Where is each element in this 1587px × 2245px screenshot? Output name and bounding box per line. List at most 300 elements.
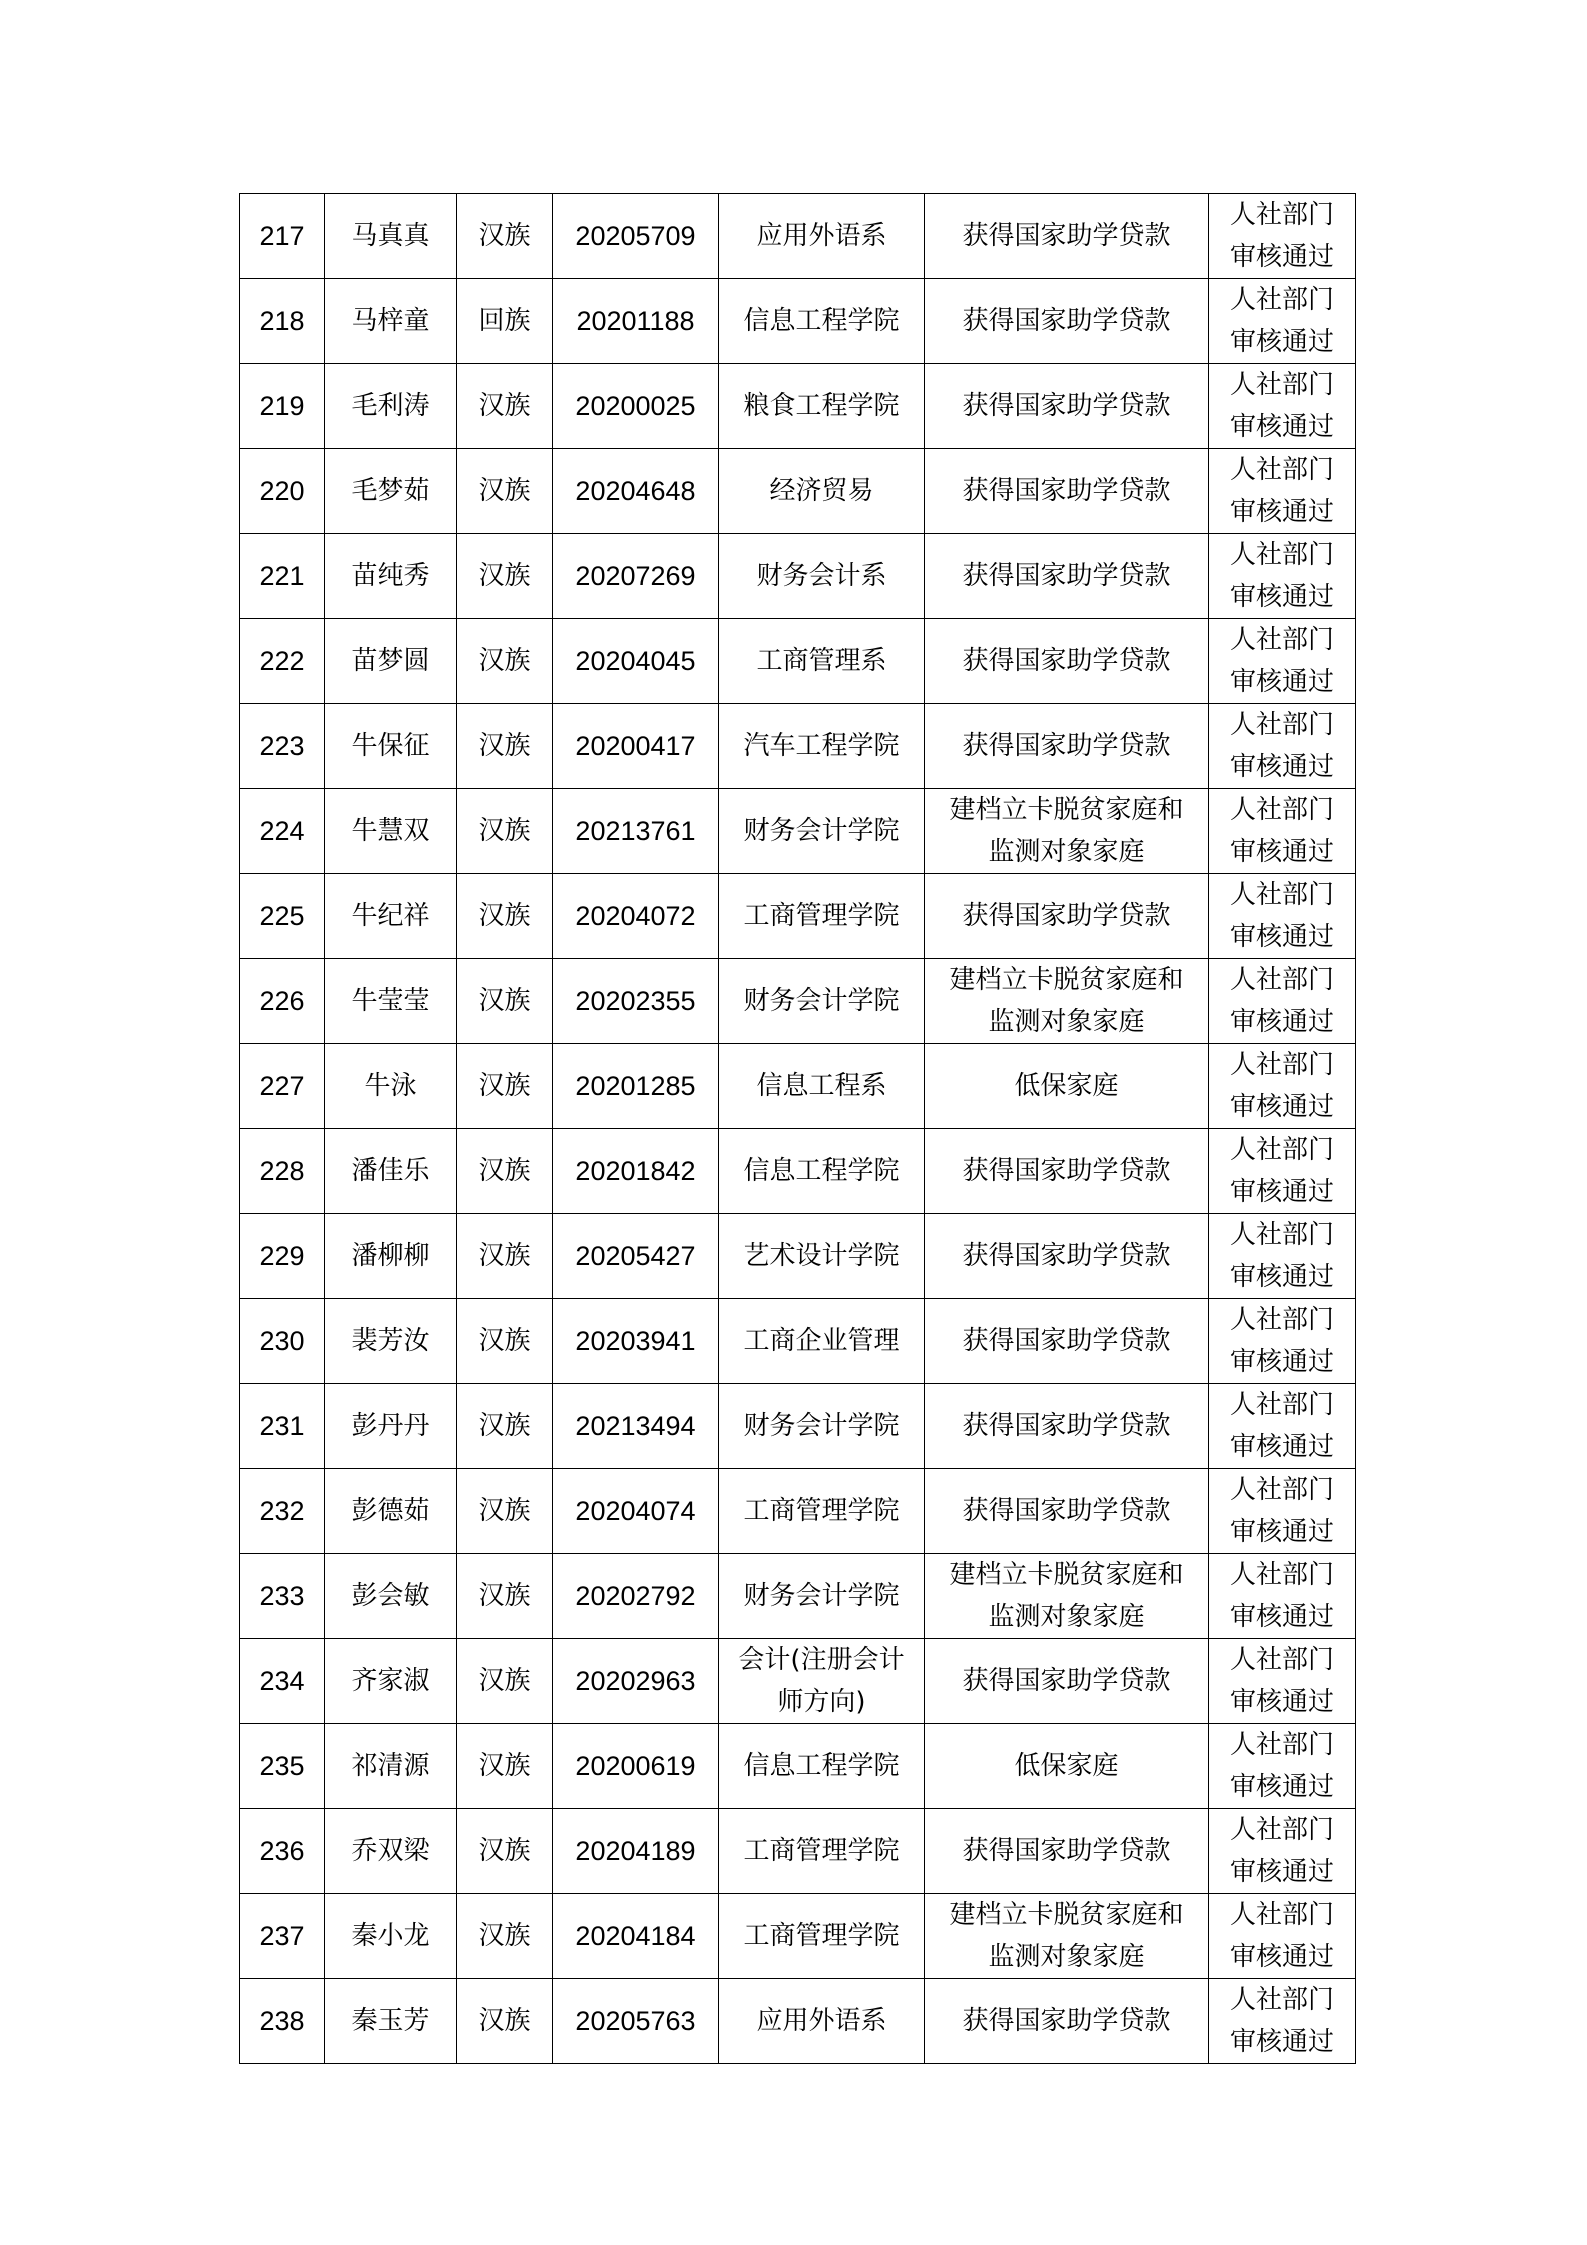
cell-ethnicity-text: 汉族 xyxy=(478,1071,531,1101)
cell-status-text: 人社部门 审核通过 xyxy=(1229,880,1334,952)
cell-department xyxy=(719,279,925,364)
cell-name xyxy=(325,1384,457,1469)
cell-student-id xyxy=(553,1639,719,1724)
cell-category xyxy=(925,959,1209,1044)
cell-student-id xyxy=(553,364,719,449)
cell-ethnicity-text: 汉族 xyxy=(478,1241,531,1271)
cell-department xyxy=(719,874,925,959)
table-row xyxy=(240,1044,1356,1129)
cell-name-text: 乔双梁 xyxy=(351,1836,430,1866)
cell-student-id xyxy=(553,1469,719,1554)
cell-department xyxy=(719,1299,925,1384)
cell-ethnicity-text: 汉族 xyxy=(478,391,531,421)
cell-status xyxy=(1209,619,1356,704)
cell-ethnicity-text: 汉族 xyxy=(478,986,531,1016)
cell-category-text: 获得国家助学贷款 xyxy=(962,1836,1171,1866)
cell-status xyxy=(1209,1894,1356,1979)
cell-status xyxy=(1209,534,1356,619)
cell-status xyxy=(1209,1129,1356,1214)
cell-name-text: 牛慧双 xyxy=(351,816,430,846)
cell-ethnicity-text: 汉族 xyxy=(478,221,531,251)
cell-status xyxy=(1209,194,1356,279)
table-row xyxy=(240,874,1356,959)
student-roster-table xyxy=(239,193,1356,2064)
cell-name xyxy=(325,1979,457,2064)
cell-category xyxy=(925,704,1209,789)
cell-no-text: 220 xyxy=(259,476,305,506)
cell-department-text: 财务会计学院 xyxy=(743,1411,900,1441)
cell-student-id xyxy=(553,1809,719,1894)
cell-name xyxy=(325,1809,457,1894)
cell-ethnicity-text: 汉族 xyxy=(478,1496,531,1526)
cell-no-text: 227 xyxy=(259,1071,305,1101)
cell-status xyxy=(1209,1809,1356,1894)
table-row xyxy=(240,1469,1356,1554)
cell-status-text: 人社部门 审核通过 xyxy=(1229,1135,1334,1207)
cell-category xyxy=(925,789,1209,874)
table-row xyxy=(240,364,1356,449)
cell-no-text: 236 xyxy=(259,1836,305,1866)
cell-category xyxy=(925,619,1209,704)
table-row xyxy=(240,1979,1356,2064)
cell-status xyxy=(1209,874,1356,959)
cell-no-text: 230 xyxy=(259,1326,305,1356)
cell-ethnicity xyxy=(457,1894,553,1979)
cell-name-text: 秦小龙 xyxy=(351,1921,430,1951)
cell-department xyxy=(719,1809,925,1894)
cell-status xyxy=(1209,704,1356,789)
cell-ethnicity xyxy=(457,1979,553,2064)
cell-department-text: 工商管理学院 xyxy=(743,1496,900,1526)
cell-ethnicity xyxy=(457,619,553,704)
cell-ethnicity-text: 汉族 xyxy=(478,1666,531,1696)
table-row xyxy=(240,1639,1356,1724)
cell-name xyxy=(325,1299,457,1384)
cell-category-text: 获得国家助学贷款 xyxy=(962,1666,1171,1696)
cell-name xyxy=(325,789,457,874)
cell-student-id xyxy=(553,1554,719,1639)
cell-category xyxy=(925,1044,1209,1129)
cell-no xyxy=(240,1469,325,1554)
cell-ethnicity xyxy=(457,449,553,534)
cell-category xyxy=(925,1384,1209,1469)
cell-no xyxy=(240,1384,325,1469)
cell-no xyxy=(240,194,325,279)
cell-no xyxy=(240,1639,325,1724)
cell-ethnicity xyxy=(457,1299,553,1384)
cell-student-id xyxy=(553,704,719,789)
cell-ethnicity xyxy=(457,1724,553,1809)
cell-status xyxy=(1209,1639,1356,1724)
cell-department-text: 会计(注册会计 师方向) xyxy=(738,1645,905,1717)
cell-status-text: 人社部门 审核通过 xyxy=(1229,1815,1334,1887)
cell-student-id-text: 20201285 xyxy=(575,1071,696,1101)
cell-status-text: 人社部门 审核通过 xyxy=(1229,1475,1334,1547)
table-row xyxy=(240,704,1356,789)
cell-no xyxy=(240,1554,325,1639)
cell-category xyxy=(925,279,1209,364)
table-row xyxy=(240,1894,1356,1979)
cell-category xyxy=(925,1554,1209,1639)
cell-category-text: 获得国家助学贷款 xyxy=(962,1326,1171,1356)
cell-department xyxy=(719,1384,925,1469)
cell-ethnicity-text: 汉族 xyxy=(478,561,531,591)
cell-no xyxy=(240,959,325,1044)
cell-category-text: 获得国家助学贷款 xyxy=(962,476,1171,506)
cell-department xyxy=(719,449,925,534)
cell-name xyxy=(325,1469,457,1554)
cell-no xyxy=(240,789,325,874)
table-row xyxy=(240,1299,1356,1384)
cell-department xyxy=(719,194,925,279)
cell-student-id-text: 20202355 xyxy=(575,986,696,1016)
cell-category-text: 获得国家助学贷款 xyxy=(962,391,1171,421)
cell-category-text: 获得国家助学贷款 xyxy=(962,1156,1171,1186)
cell-status xyxy=(1209,279,1356,364)
cell-name xyxy=(325,1214,457,1299)
cell-department xyxy=(719,1724,925,1809)
cell-student-id xyxy=(553,619,719,704)
cell-category xyxy=(925,364,1209,449)
cell-status-text: 人社部门 审核通过 xyxy=(1229,965,1334,1037)
cell-status-text: 人社部门 审核通过 xyxy=(1229,795,1334,867)
cell-department xyxy=(719,1214,925,1299)
cell-department-text: 信息工程学院 xyxy=(743,1751,900,1781)
cell-department-text: 工商管理学院 xyxy=(743,1836,900,1866)
cell-ethnicity xyxy=(457,279,553,364)
cell-status-text: 人社部门 审核通过 xyxy=(1229,1900,1334,1972)
cell-no-text: 231 xyxy=(259,1411,305,1441)
cell-status xyxy=(1209,959,1356,1044)
table-row xyxy=(240,1809,1356,1894)
cell-student-id-text: 20204189 xyxy=(575,1836,696,1866)
cell-student-id-text: 20205427 xyxy=(575,1241,696,1271)
table-row xyxy=(240,789,1356,874)
cell-no xyxy=(240,1129,325,1214)
cell-no xyxy=(240,364,325,449)
cell-name-text: 马真真 xyxy=(351,221,430,251)
cell-no xyxy=(240,704,325,789)
cell-department xyxy=(719,619,925,704)
cell-ethnicity-text: 汉族 xyxy=(478,1836,531,1866)
cell-student-id-text: 20203941 xyxy=(575,1326,696,1356)
cell-no-text: 223 xyxy=(259,731,305,761)
table-row xyxy=(240,534,1356,619)
cell-department-text: 财务会计学院 xyxy=(743,816,900,846)
cell-no-text: 237 xyxy=(259,1921,305,1951)
cell-category-text: 获得国家助学贷款 xyxy=(962,561,1171,591)
cell-student-id-text: 20200025 xyxy=(575,391,696,421)
table-row xyxy=(240,194,1356,279)
cell-status-text: 人社部门 审核通过 xyxy=(1229,1985,1334,2057)
cell-no-text: 226 xyxy=(259,986,305,1016)
cell-student-id-text: 20207269 xyxy=(575,561,696,591)
cell-ethnicity xyxy=(457,1384,553,1469)
cell-no-text: 235 xyxy=(259,1751,305,1781)
cell-status xyxy=(1209,449,1356,534)
cell-status xyxy=(1209,1214,1356,1299)
cell-no xyxy=(240,534,325,619)
cell-status xyxy=(1209,1384,1356,1469)
cell-no-text: 234 xyxy=(259,1666,305,1696)
cell-no xyxy=(240,1044,325,1129)
cell-name-text: 牛莹莹 xyxy=(351,986,430,1016)
table-row xyxy=(240,1724,1356,1809)
cell-ethnicity xyxy=(457,1554,553,1639)
cell-name-text: 潘佳乐 xyxy=(351,1156,430,1186)
cell-name-text: 苗梦圆 xyxy=(351,646,430,676)
cell-name-text: 牛泳 xyxy=(364,1071,417,1101)
cell-ethnicity xyxy=(457,364,553,449)
cell-no-text: 217 xyxy=(259,221,305,251)
cell-status-text: 人社部门 审核通过 xyxy=(1229,200,1334,272)
cell-status-text: 人社部门 审核通过 xyxy=(1229,455,1334,527)
cell-status xyxy=(1209,789,1356,874)
cell-no xyxy=(240,1809,325,1894)
cell-name xyxy=(325,704,457,789)
cell-status xyxy=(1209,1469,1356,1554)
cell-department xyxy=(719,1129,925,1214)
cell-department xyxy=(719,1554,925,1639)
cell-department xyxy=(719,959,925,1044)
cell-ethnicity xyxy=(457,959,553,1044)
cell-name xyxy=(325,279,457,364)
cell-ethnicity-text: 汉族 xyxy=(478,646,531,676)
cell-student-id-text: 20200619 xyxy=(575,1751,696,1781)
cell-department-text: 工商管理学院 xyxy=(743,901,900,931)
cell-category xyxy=(925,194,1209,279)
cell-status xyxy=(1209,1044,1356,1129)
table-row xyxy=(240,1554,1356,1639)
cell-student-id-text: 20204184 xyxy=(575,1921,696,1951)
cell-ethnicity-text: 汉族 xyxy=(478,2006,531,2036)
cell-student-id-text: 20201188 xyxy=(576,306,695,336)
cell-no-text: 232 xyxy=(259,1496,305,1526)
cell-ethnicity-text: 汉族 xyxy=(478,1751,531,1781)
cell-department xyxy=(719,364,925,449)
cell-student-id-text: 20202792 xyxy=(575,1581,696,1611)
cell-no-text: 221 xyxy=(259,561,305,591)
cell-status xyxy=(1209,364,1356,449)
cell-name xyxy=(325,619,457,704)
cell-category-text: 建档立卡脱贫家庭和 监测对象家庭 xyxy=(949,1900,1184,1972)
cell-student-id xyxy=(553,1384,719,1469)
cell-category xyxy=(925,1809,1209,1894)
cell-department-text: 信息工程学院 xyxy=(743,306,900,336)
cell-student-id xyxy=(553,1129,719,1214)
cell-no-text: 228 xyxy=(259,1156,305,1186)
cell-status-text: 人社部门 审核通过 xyxy=(1229,1390,1334,1462)
cell-category xyxy=(925,1214,1209,1299)
cell-student-id-text: 20204648 xyxy=(575,476,696,506)
cell-category-text: 获得国家助学贷款 xyxy=(962,1411,1171,1441)
cell-student-id xyxy=(553,1724,719,1809)
cell-department-text: 经济贸易 xyxy=(769,476,874,506)
cell-student-id xyxy=(553,1044,719,1129)
cell-name-text: 祁清源 xyxy=(351,1751,430,1781)
roster-body xyxy=(240,194,1356,2064)
cell-ethnicity xyxy=(457,534,553,619)
cell-ethnicity-text: 汉族 xyxy=(478,476,531,506)
cell-name-text: 秦玉芳 xyxy=(351,2006,430,2036)
cell-status-text: 人社部门 审核通过 xyxy=(1229,1645,1334,1717)
cell-name-text: 苗纯秀 xyxy=(351,561,430,591)
cell-department-text: 财务会计学院 xyxy=(743,1581,900,1611)
cell-no-text: 229 xyxy=(259,1241,305,1271)
cell-category-text: 获得国家助学贷款 xyxy=(962,901,1171,931)
cell-category xyxy=(925,1639,1209,1724)
cell-ethnicity-text: 汉族 xyxy=(478,901,531,931)
cell-name-text: 裴芳汝 xyxy=(351,1326,430,1356)
cell-status-text: 人社部门 审核通过 xyxy=(1229,370,1334,442)
cell-student-id xyxy=(553,1979,719,2064)
cell-name xyxy=(325,364,457,449)
cell-student-id xyxy=(553,194,719,279)
cell-department xyxy=(719,534,925,619)
cell-status-text: 人社部门 审核通过 xyxy=(1229,285,1334,357)
cell-department-text: 粮食工程学院 xyxy=(743,391,900,421)
cell-department-text: 应用外语系 xyxy=(756,2006,887,2036)
cell-name xyxy=(325,874,457,959)
cell-ethnicity-text: 回族 xyxy=(478,306,531,336)
cell-no xyxy=(240,1979,325,2064)
cell-status-text: 人社部门 审核通过 xyxy=(1229,1220,1334,1292)
cell-category-text: 获得国家助学贷款 xyxy=(962,731,1171,761)
cell-ethnicity xyxy=(457,1129,553,1214)
cell-category xyxy=(925,1724,1209,1809)
table-row xyxy=(240,449,1356,534)
cell-status xyxy=(1209,1979,1356,2064)
cell-name xyxy=(325,1724,457,1809)
cell-category-text: 低保家庭 xyxy=(1014,1751,1119,1781)
cell-category xyxy=(925,1979,1209,2064)
cell-department-text: 工商管理系 xyxy=(756,646,887,676)
cell-student-id xyxy=(553,959,719,1044)
cell-category xyxy=(925,534,1209,619)
cell-category xyxy=(925,1894,1209,1979)
cell-category-text: 获得国家助学贷款 xyxy=(962,1241,1171,1271)
cell-ethnicity-text: 汉族 xyxy=(478,1411,531,1441)
cell-department-text: 工商企业管理 xyxy=(743,1326,900,1356)
cell-student-id xyxy=(553,534,719,619)
cell-ethnicity-text: 汉族 xyxy=(478,816,531,846)
cell-category-text: 建档立卡脱贫家庭和 监测对象家庭 xyxy=(949,795,1184,867)
cell-student-id-text: 20202963 xyxy=(575,1666,696,1696)
cell-department xyxy=(719,1639,925,1724)
cell-department-text: 财务会计学院 xyxy=(743,986,900,1016)
cell-ethnicity xyxy=(457,874,553,959)
cell-no xyxy=(240,1299,325,1384)
cell-student-id-text: 20205763 xyxy=(575,2006,696,2036)
cell-ethnicity xyxy=(457,1639,553,1724)
cell-name xyxy=(325,194,457,279)
cell-name xyxy=(325,1639,457,1724)
cell-category-text: 获得国家助学贷款 xyxy=(962,306,1171,336)
cell-department xyxy=(719,789,925,874)
cell-ethnicity-text: 汉族 xyxy=(478,1156,531,1186)
cell-ethnicity-text: 汉族 xyxy=(478,1581,531,1611)
cell-student-id-text: 20213494 xyxy=(575,1411,696,1441)
cell-department xyxy=(719,1469,925,1554)
cell-name-text: 彭丹丹 xyxy=(351,1411,430,1441)
cell-department-text: 信息工程系 xyxy=(756,1071,887,1101)
cell-department xyxy=(719,1894,925,1979)
cell-no xyxy=(240,279,325,364)
cell-category-text: 获得国家助学贷款 xyxy=(962,221,1171,251)
cell-ethnicity xyxy=(457,194,553,279)
cell-student-id xyxy=(553,279,719,364)
cell-category xyxy=(925,1469,1209,1554)
cell-category-text: 低保家庭 xyxy=(1014,1071,1119,1101)
cell-student-id xyxy=(553,789,719,874)
table-row xyxy=(240,1129,1356,1214)
cell-name xyxy=(325,1554,457,1639)
table-row xyxy=(240,619,1356,704)
cell-student-id-text: 20204072 xyxy=(575,901,696,931)
cell-category-text: 获得国家助学贷款 xyxy=(962,1496,1171,1526)
cell-ethnicity-text: 汉族 xyxy=(478,1326,531,1356)
cell-name-text: 马梓童 xyxy=(351,306,430,336)
cell-ethnicity xyxy=(457,1044,553,1129)
cell-student-id-text: 20201842 xyxy=(575,1156,696,1186)
table-row xyxy=(240,959,1356,1044)
cell-category xyxy=(925,1299,1209,1384)
table-row xyxy=(240,279,1356,364)
cell-name-text: 齐家淑 xyxy=(351,1666,430,1696)
cell-status-text: 人社部门 审核通过 xyxy=(1229,1560,1334,1632)
cell-ethnicity xyxy=(457,1214,553,1299)
cell-category-text: 建档立卡脱贫家庭和 监测对象家庭 xyxy=(949,1560,1184,1632)
cell-name xyxy=(325,1044,457,1129)
cell-name-text: 彭德茹 xyxy=(351,1496,430,1526)
cell-name-text: 毛利涛 xyxy=(351,391,430,421)
cell-status-text: 人社部门 审核通过 xyxy=(1229,540,1334,612)
cell-category xyxy=(925,874,1209,959)
cell-status xyxy=(1209,1299,1356,1384)
cell-no xyxy=(240,1724,325,1809)
cell-name xyxy=(325,534,457,619)
cell-no xyxy=(240,619,325,704)
cell-student-id xyxy=(553,1894,719,1979)
cell-no-text: 219 xyxy=(259,391,305,421)
cell-name xyxy=(325,959,457,1044)
cell-no-text: 224 xyxy=(259,816,305,846)
cell-student-id-text: 20204045 xyxy=(575,646,696,676)
cell-no-text: 233 xyxy=(259,1581,305,1611)
cell-status-text: 人社部门 审核通过 xyxy=(1229,1730,1334,1802)
cell-department-text: 信息工程学院 xyxy=(743,1156,900,1186)
cell-ethnicity-text: 汉族 xyxy=(478,731,531,761)
cell-no xyxy=(240,449,325,534)
cell-student-id-text: 20200417 xyxy=(575,731,696,761)
table-row xyxy=(240,1214,1356,1299)
cell-student-id xyxy=(553,1214,719,1299)
cell-department-text: 艺术设计学院 xyxy=(743,1241,900,1271)
table-row xyxy=(240,1384,1356,1469)
cell-category-text: 获得国家助学贷款 xyxy=(962,646,1171,676)
cell-name-text: 潘柳柳 xyxy=(351,1241,430,1271)
cell-status-text: 人社部门 审核通过 xyxy=(1229,1050,1334,1122)
cell-ethnicity xyxy=(457,1809,553,1894)
cell-student-id-text: 20205709 xyxy=(575,221,696,251)
cell-student-id xyxy=(553,1299,719,1384)
cell-student-id xyxy=(553,449,719,534)
cell-category xyxy=(925,449,1209,534)
cell-name-text: 毛梦茹 xyxy=(351,476,430,506)
cell-department-text: 应用外语系 xyxy=(756,221,887,251)
cell-name xyxy=(325,1894,457,1979)
cell-no xyxy=(240,1894,325,1979)
